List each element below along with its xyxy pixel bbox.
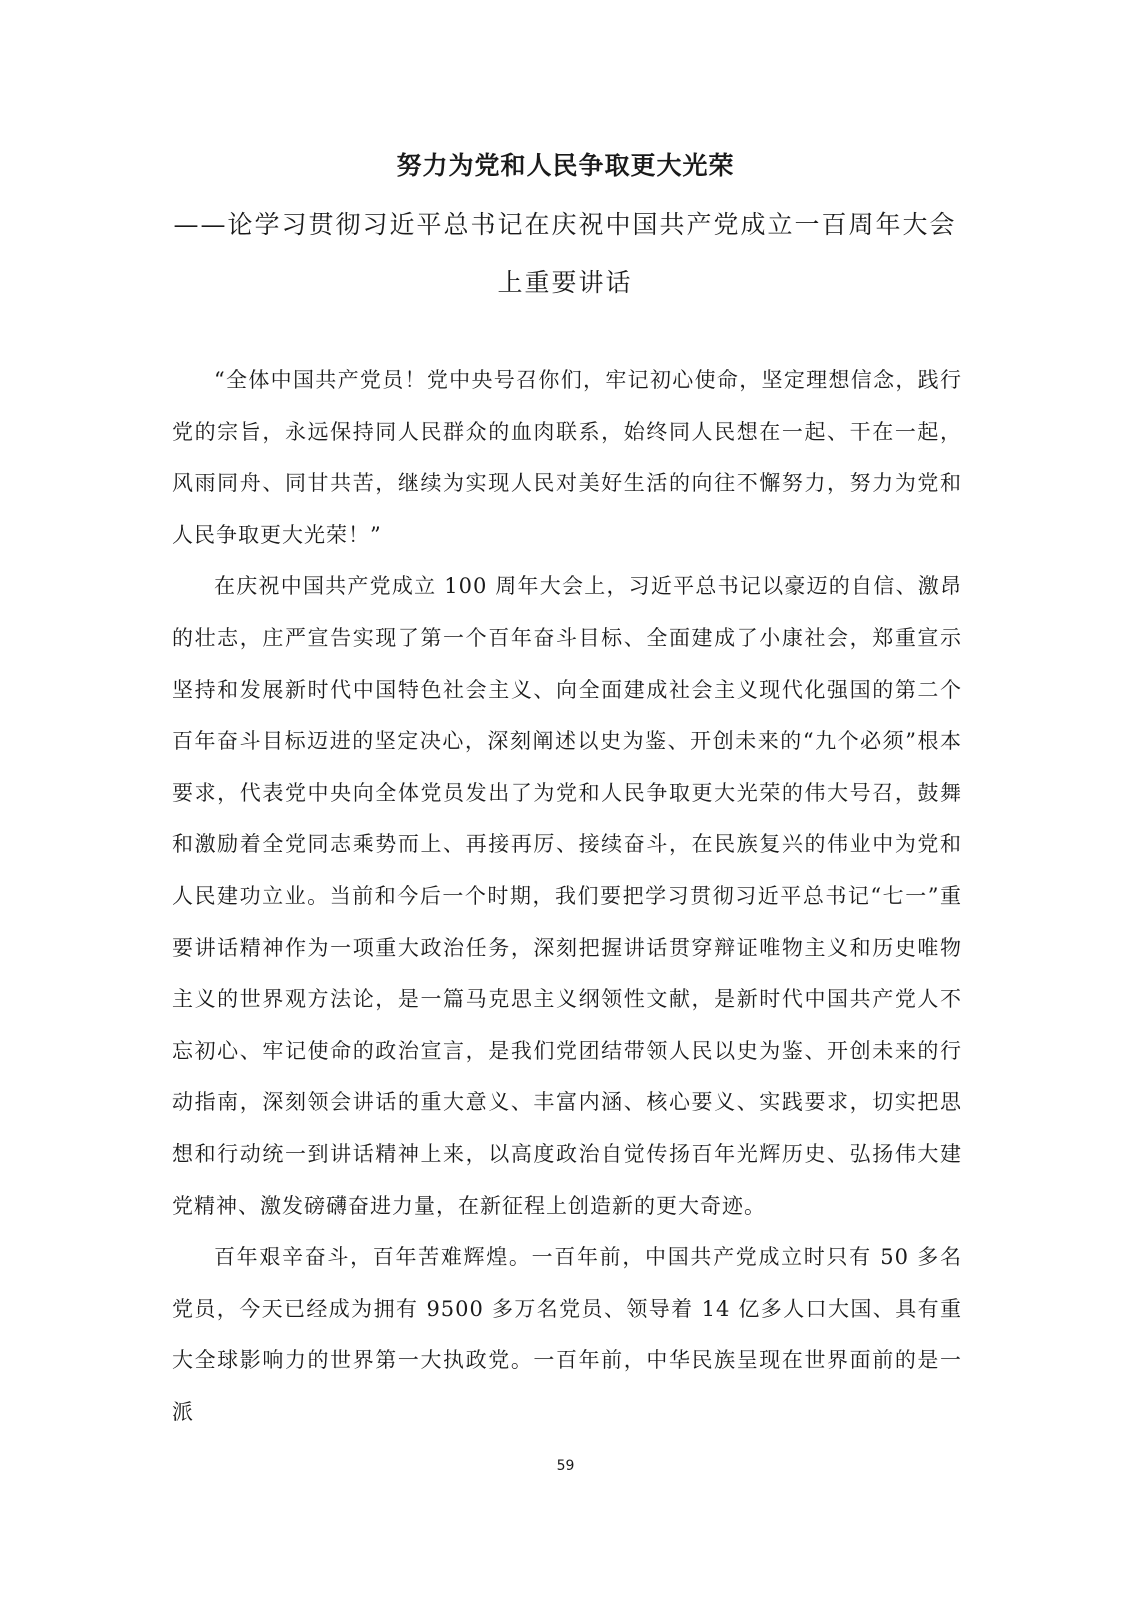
article-body [172, 355, 962, 1438]
paragraph-hundred-years: 百年艰辛奋斗，百年苦难辉煌。一百年前，中国共产党成立时只有 50 多名党员，今天已经成为拥有 9500 多万名党员、领导着 14 亿多人口大国、具有重大全球影响力的世界第一大执政党。一百年前，中华民族呈现在世界面前的是一派 [172, 1245, 962, 1424]
page-title: 努力为党和人民争取更大光荣 [396, 151, 735, 180]
paragraph-centenary-speech: 在庆祝中国共产党成立 100 周年大会上，习近平总书记以豪迈的自信、激昂的壮志，庄严宣告实现了第一个百年奋斗目标、全面建成了小康社会，郑重宣示坚持和发展新时代中国特色社会主义、向全面建成社会主义现代化强国的第二个百年奋斗目标迈进的坚定决心，深刻阐述以史为鉴、开创未来的“九个必须”根本要求，代表党中央向全体党员发出了为党和人民争取更大光荣的伟大号召，鼓舞和激励着全党同志乘势而上、再接再厉、接续奋斗，在民族复兴的伟业中为党和人民建功立业。当前和今后一个时期，我们要把学习贯彻习近平总书记“七一”重要讲话精神作为一项重大政治任务，深刻把握讲话贯穿辩证唯物主义和历史唯物主义的世界观方法论，是一篇马克思主义纲领性文献，是新时代中国共产党人不忘初心、牢记使命的政治宣言，是我们党团结带领人民以史为鉴、开创未来的行动指南，深刻领会讲话的重大意义、丰富内涵、核心要义、实践要求，切实把思想和行动统一到讲话精神上来，以高度政治自觉传扬百年光辉历史、弘扬伟大建党精神、激发磅礴奋进力量，在新征程上创造新的更大奇迹。 [172, 574, 962, 1218]
paragraph-quote: “全体中国共产党员！党中央号召你们，牢记初心使命，坚定理想信念，践行党的宗旨，永远保持同人民群众的血肉联系，始终同人民想在一起、干在一起，风雨同舟、同甘共苦，继续为实现人民对美好生活的向往不懈努力，努力为党和人民争取更大光荣！” [172, 368, 962, 547]
page-number: 59 [556, 1458, 575, 1474]
page-subtitle: ——论学习贯彻习近平总书记在庆祝中国共产党成立一百周年大会上重要讲话 [173, 210, 957, 297]
